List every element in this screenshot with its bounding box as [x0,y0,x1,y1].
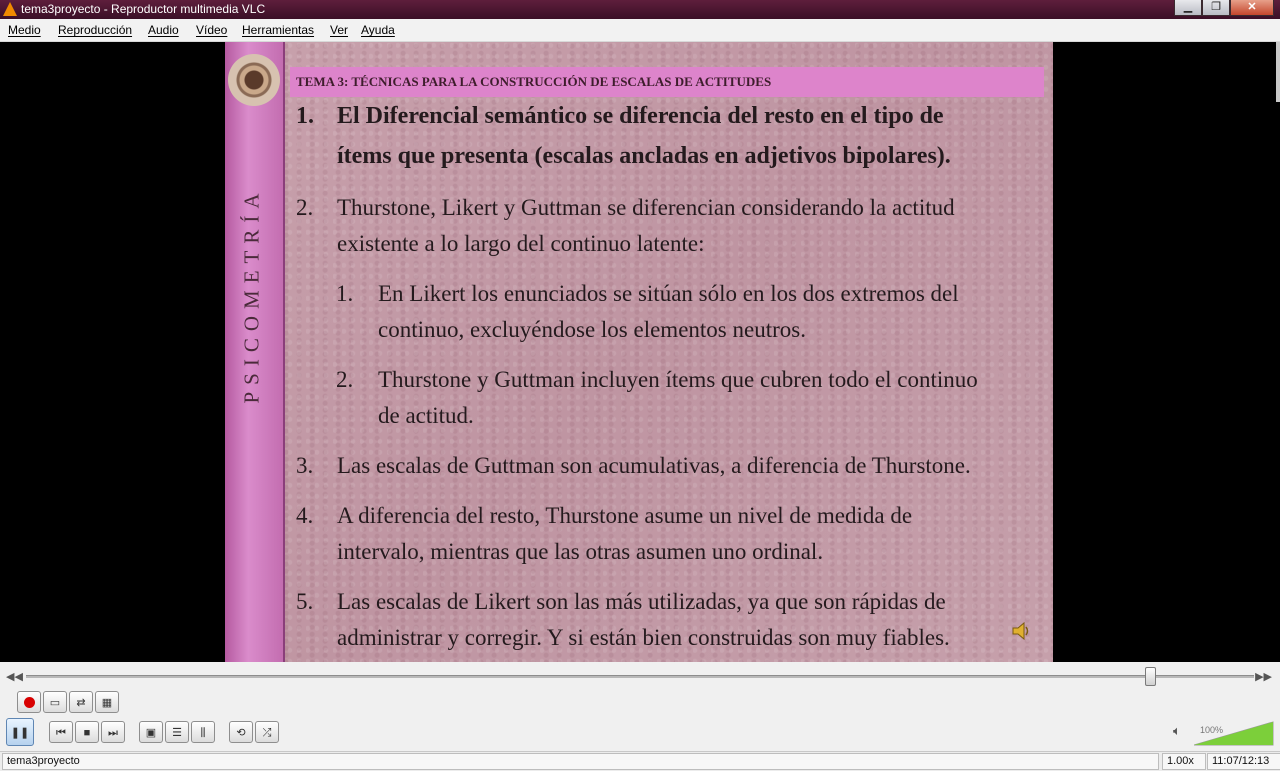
volume-icon[interactable]: 🔈︎ [1173,723,1181,738]
subitem-number: 1. [336,281,354,306]
snapshot-button[interactable] [43,691,67,713]
title-bar [0,0,1280,19]
item-number: 4. [296,503,314,528]
item-number: 3. [296,453,314,478]
window-title: tema3proyecto - Reproductor multimedia VLC [21,2,266,16]
frame-step-button[interactable] [95,691,119,713]
subitem-line: Thurstone y Guttman incluyen ítems que cubren todo el continuo [378,367,978,392]
window-edge-scrollbar [1276,42,1280,102]
item-line: administrar y corregir. Y si están bien construidas son muy fiables. [337,625,950,650]
shuffle-icon: ⤮ [262,727,272,739]
close-button[interactable]: ✕ [1230,0,1274,16]
menu-reproduccion[interactable]: Reproducción [58,23,133,37]
item-number: 2. [296,195,314,220]
item-line: Thurstone, Likert y Guttman se diferencian considerando la actitud [337,195,955,220]
record-icon [24,697,35,708]
item-line: El Diferencial semántico se diferencia del resto en el tipo de [337,103,944,129]
previous-icon: ⏮ [56,727,66,739]
subitem-line: de actitud. [378,403,474,428]
seek-handle[interactable] [1145,667,1156,686]
subitem-line: continuo, excluyéndose los elementos neutros. [378,317,806,342]
menu-herramientas[interactable]: Herramientas [242,23,315,37]
loop-button[interactable] [229,721,253,743]
maximize-button[interactable]: ❐ [1202,0,1230,16]
playback-speed[interactable]: 1.00x [1162,753,1206,770]
speaker-icon[interactable] [1011,620,1033,642]
pause-button[interactable] [6,718,34,746]
control-panel [0,690,1280,751]
fullscreen-button[interactable] [139,721,163,743]
vlc-cone-icon [3,2,17,16]
fullscreen-icon: ▣ [145,727,157,739]
camera-icon: ▭ [49,697,61,709]
presentation-slide [225,42,1053,662]
fast-forward-icon[interactable]: ▶▶ [1255,671,1272,683]
minimize-button[interactable]: ▁ [1174,0,1202,16]
extended-settings-button[interactable] [191,721,215,743]
playlist-icon: ☰ [172,727,182,739]
shuffle-button[interactable] [255,721,279,743]
subitem-line: En Likert los enunciados se sitúan sólo en los dos extremos del [378,281,959,306]
time-display[interactable]: 11:07/12:13 [1207,753,1280,770]
item-line: ítems que presenta (escalas ancladas en adjetivos bipolares). [337,143,951,169]
seek-bar[interactable] [26,675,1254,678]
item-line: intervalo, mientras que las otras asumen uno ordinal. [337,539,824,564]
stop-button[interactable] [75,721,99,743]
next-button[interactable] [101,721,125,743]
subitem-number: 2. [336,367,354,392]
next-icon: ⏭ [108,727,118,739]
loop-ab-icon: ⇄ [76,697,86,709]
menu-audio[interactable]: Audio [148,23,179,37]
slide-header: TEMA 3: TÉCNICAS PARA LA CONSTRUCCIÓN DE ESCALAS DE ACTITUDES [296,74,772,89]
menu-ayuda[interactable]: Ayuda [361,23,395,37]
rewind-icon[interactable]: ◀◀ [6,671,23,683]
record-button[interactable] [17,691,41,713]
item-line: A diferencia del resto, Thurstone asume un nivel de medida de [337,503,913,528]
emblem-logo [228,54,280,106]
menu-medio[interactable]: Medio [8,23,41,37]
previous-button[interactable] [49,721,73,743]
menu-ver[interactable]: Ver [330,23,349,37]
loop-ab-button[interactable] [69,691,93,713]
item-line: existente a lo largo del continuo latente: [337,231,705,256]
volume-percentage: 100% [1200,725,1224,735]
status-media-name: tema3proyecto [2,753,1159,770]
item-line: Las escalas de Guttman son acumulativas, a diferencia de Thurstone. [337,453,971,478]
slide-side-label: PSICOMETRÍA [239,186,264,404]
status-bar [0,751,1280,771]
item-number: 5. [296,589,314,614]
equalizer-icon: ⫼ [200,727,206,739]
item-number: 1. [296,103,314,129]
loop-icon: ⟲ [236,727,246,739]
window-controls [1174,0,1274,17]
item-line: Las escalas de Likert son las más utilizadas, ya que son rápidas de [337,589,946,614]
video-area[interactable] [0,42,1280,662]
pause-icon: ❚❚ [10,727,30,739]
seek-row [0,662,1280,690]
film-icon: ▦ [101,697,113,709]
menu-video[interactable]: Vídeo [196,23,228,37]
slide-sidebar-band [225,42,285,662]
playlist-button[interactable] [165,721,189,743]
stop-icon: ■ [83,727,91,739]
menu-bar [0,19,1280,42]
